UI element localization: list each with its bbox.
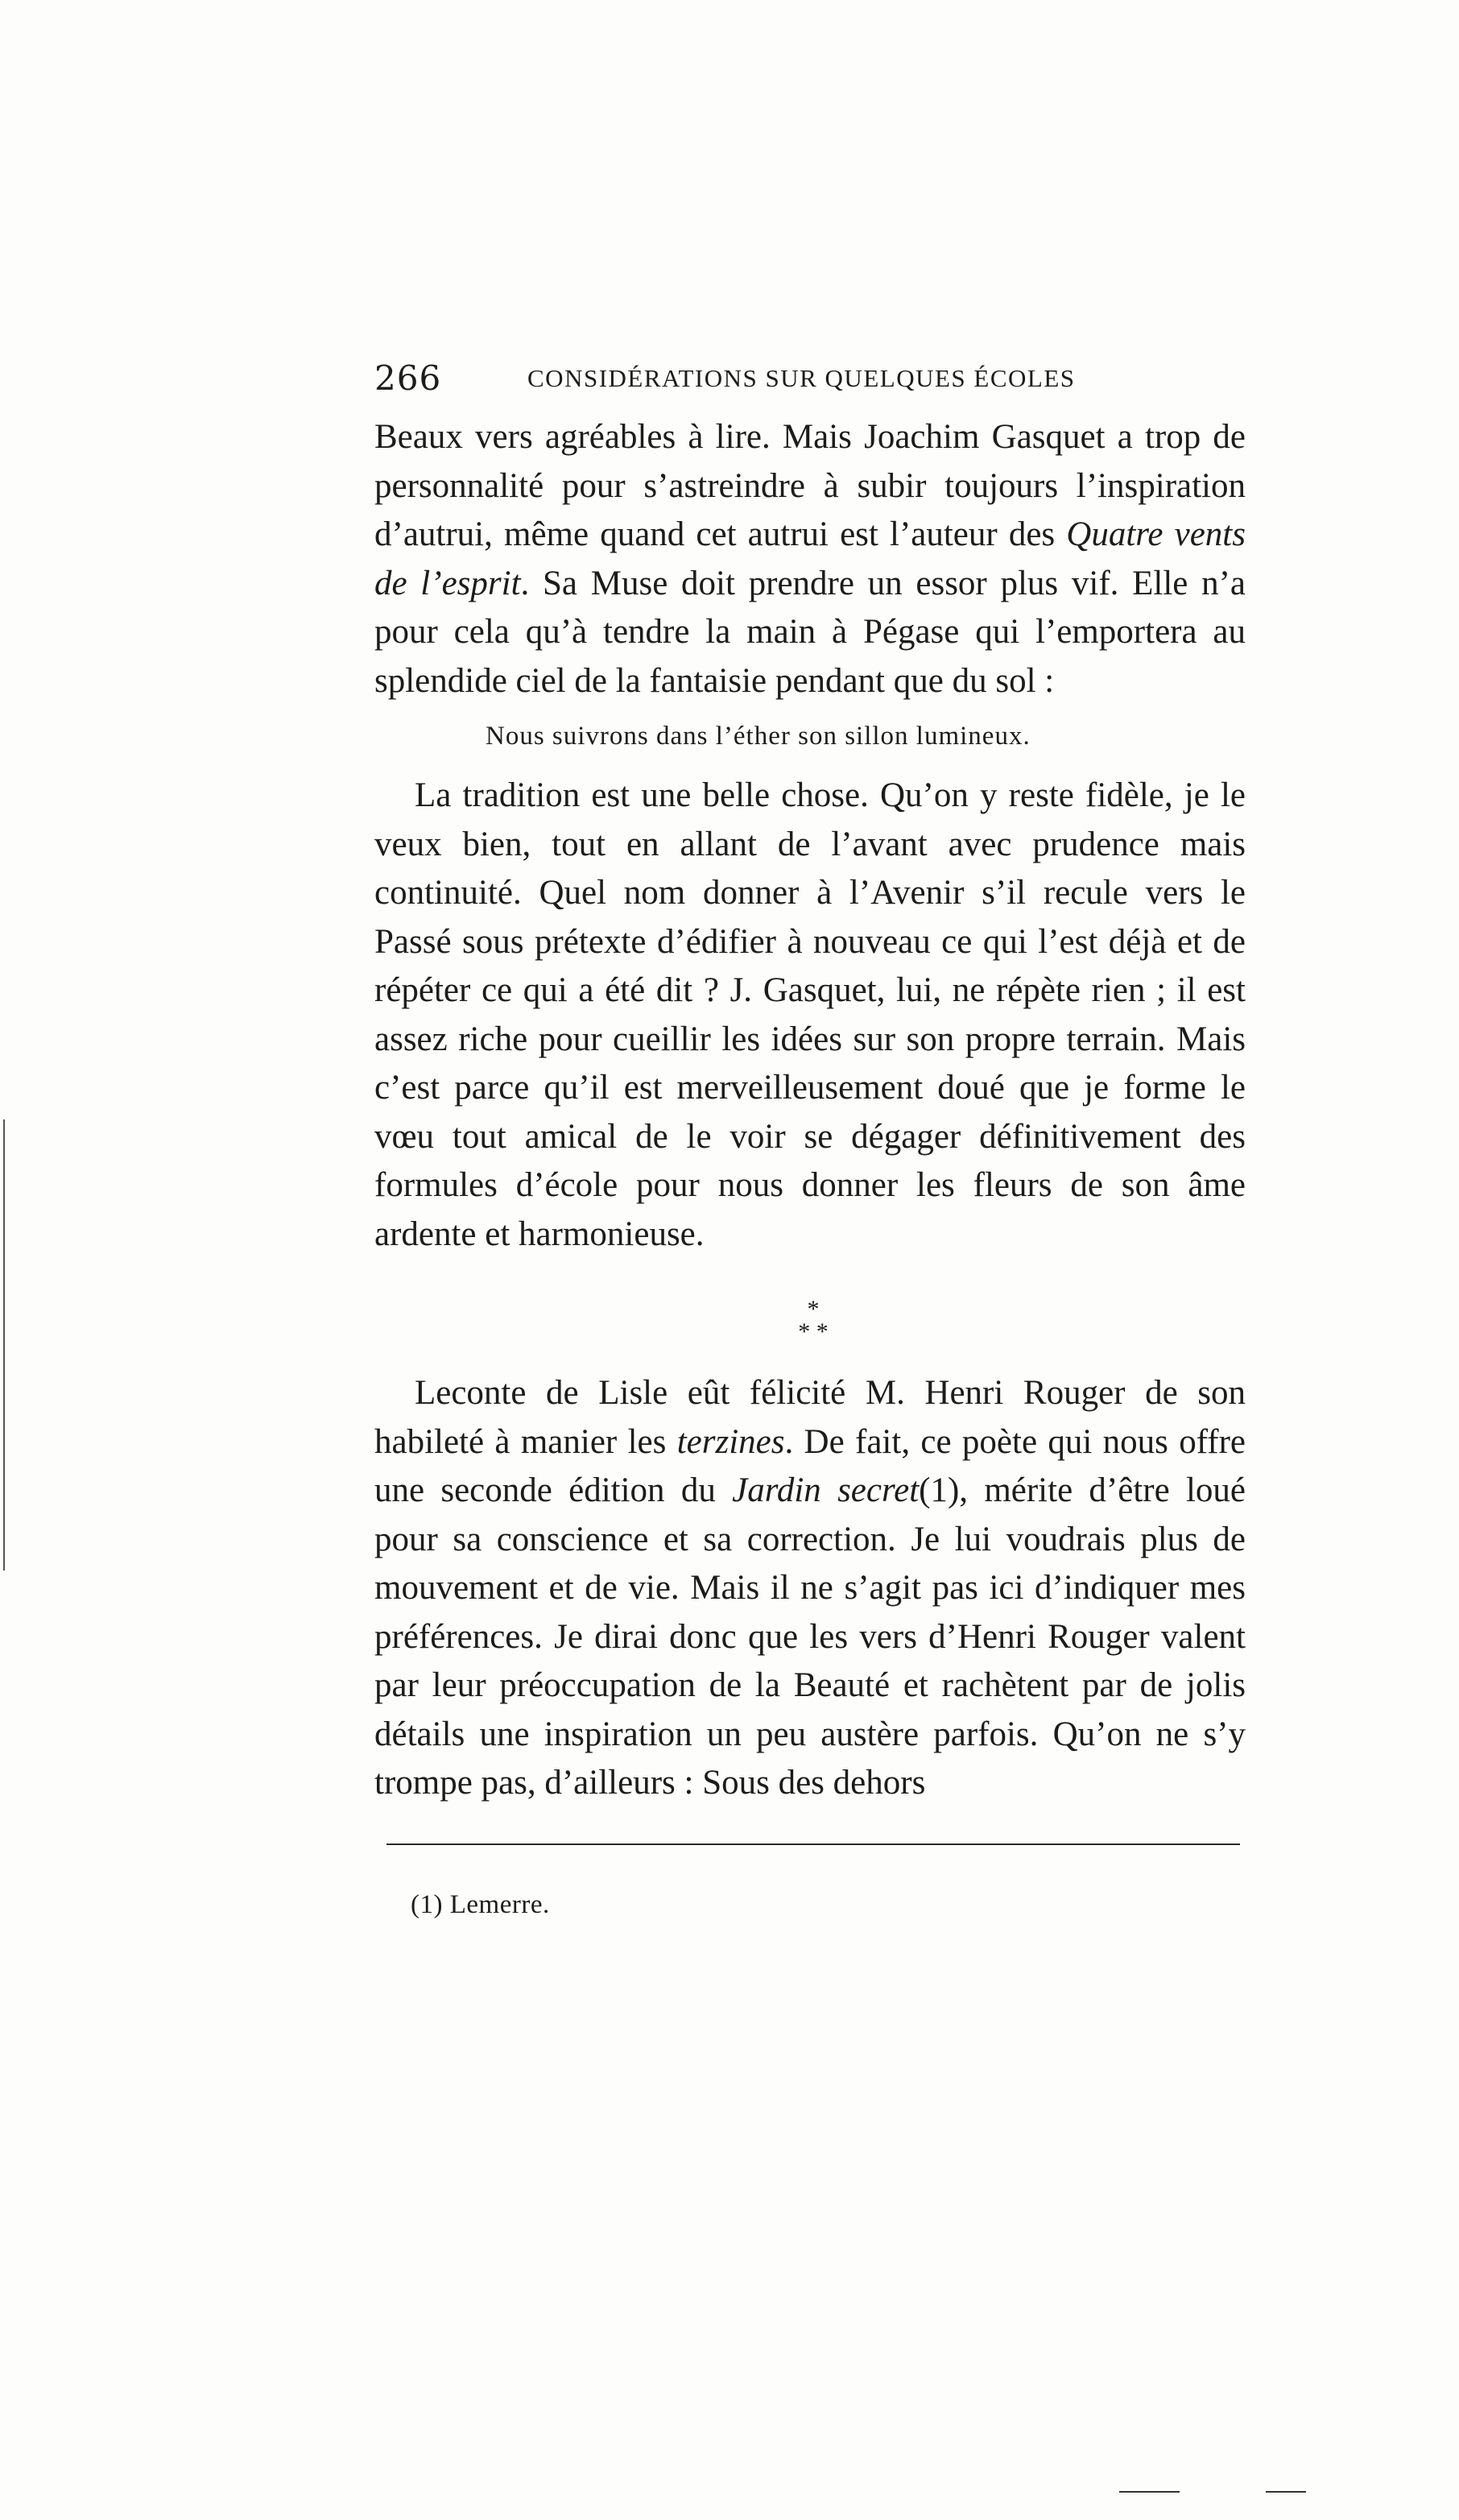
paragraph-1-text-end: . Sa Muse doit prendre un essor plus vif. Elle n’a pour cela qu’à tendre la main à Pégase qui l’emportera au splendide ciel de la fantaisie pendant que du sol : [374,564,1246,700]
footnote-divider [386,1843,1240,1845]
scan-edge-mark [1119,2491,1180,2493]
paragraph-1 [374,413,1246,706]
verse-quote: Nous suivrons dans l’éther son sillon lumineux. [486,722,1031,751]
page-header [374,354,1246,403]
paragraph-3-text-middle: . De fait, ce poète qui nous offre une seconde édition du [374,1422,1246,1509]
paragraph-3 [374,1369,1246,1808]
separator-bottom-stars: * * [798,1318,829,1345]
paragraph-tradition [374,772,1246,1259]
work-title-quatre-vents: Quatre vents de l’esprit [374,515,1246,602]
paragraph-2: La tradition est une belle chose. Qu’on y reste fidèle, je le veux bien, tout en allant de l’avant avec prudence mais continuité. Quel nom donner à l’Avenir s’il recule vers le Passé sous prétexte d’édifier à nouveau ce qui l’est déjà et de répéter ce qui a été dit ? J. Gasquet, lui, ne répète rien ; il est assez riche pour cueillir les idées sur son propre terrain. Mais c’est parce qu’il est merveilleusement doué que je forme le vœu tout amical de le voir se dégager définitivement des formules d’école pour nous donner les fleurs de son âme ardente et harmonieuse. [374,776,1246,1253]
paragraph-gasquet-muse [374,413,1246,706]
paragraph-3-text-start: Leconte de Lisle eût félicité M. Henri Rouger de son habileté à manier les [374,1374,1246,1461]
paragraph-3-text-end: , mérite d’être loué pour sa conscience et sa correction. Je lui voudrais plus de mouvement et de vie. Mais il ne s’agit pas ici d’indiquer mes préférences. Je dirai donc que les vers d’Henri Rouger valent par leur préoccupation de la Beauté et rachètent par de jolis détails une inspiration un peu austère parfois. Qu’on ne s’y trompe pas, d’ailleurs : Sous des dehors [374,1471,1246,1802]
scan-edge-mark [1266,2491,1306,2493]
running-title: CONSIDÉRATIONS SUR QUELQUES ÉCOLES [527,364,1076,392]
book-title-jardin-secret: Jardin secret [732,1471,920,1509]
section-separator [765,1298,862,1343]
term-terzines: terzines [676,1422,785,1461]
scan-edge-mark [3,1119,5,1570]
footnote-reference: (1) [919,1471,960,1509]
paragraph-rouger [374,1369,1246,1808]
paragraph-1-text-start: Beaux vers agréables à lire. Mais Joachim Gasquet a trop de personnalité pour s’astreindre à subir toujours l’inspiration d’autrui, même quand cet autrui est l’auteur des [374,418,1246,553]
separator-top-star: * [807,1296,820,1322]
footnote: (1) Lemerre. [411,1890,550,1919]
page-number: 266 [374,358,442,398]
